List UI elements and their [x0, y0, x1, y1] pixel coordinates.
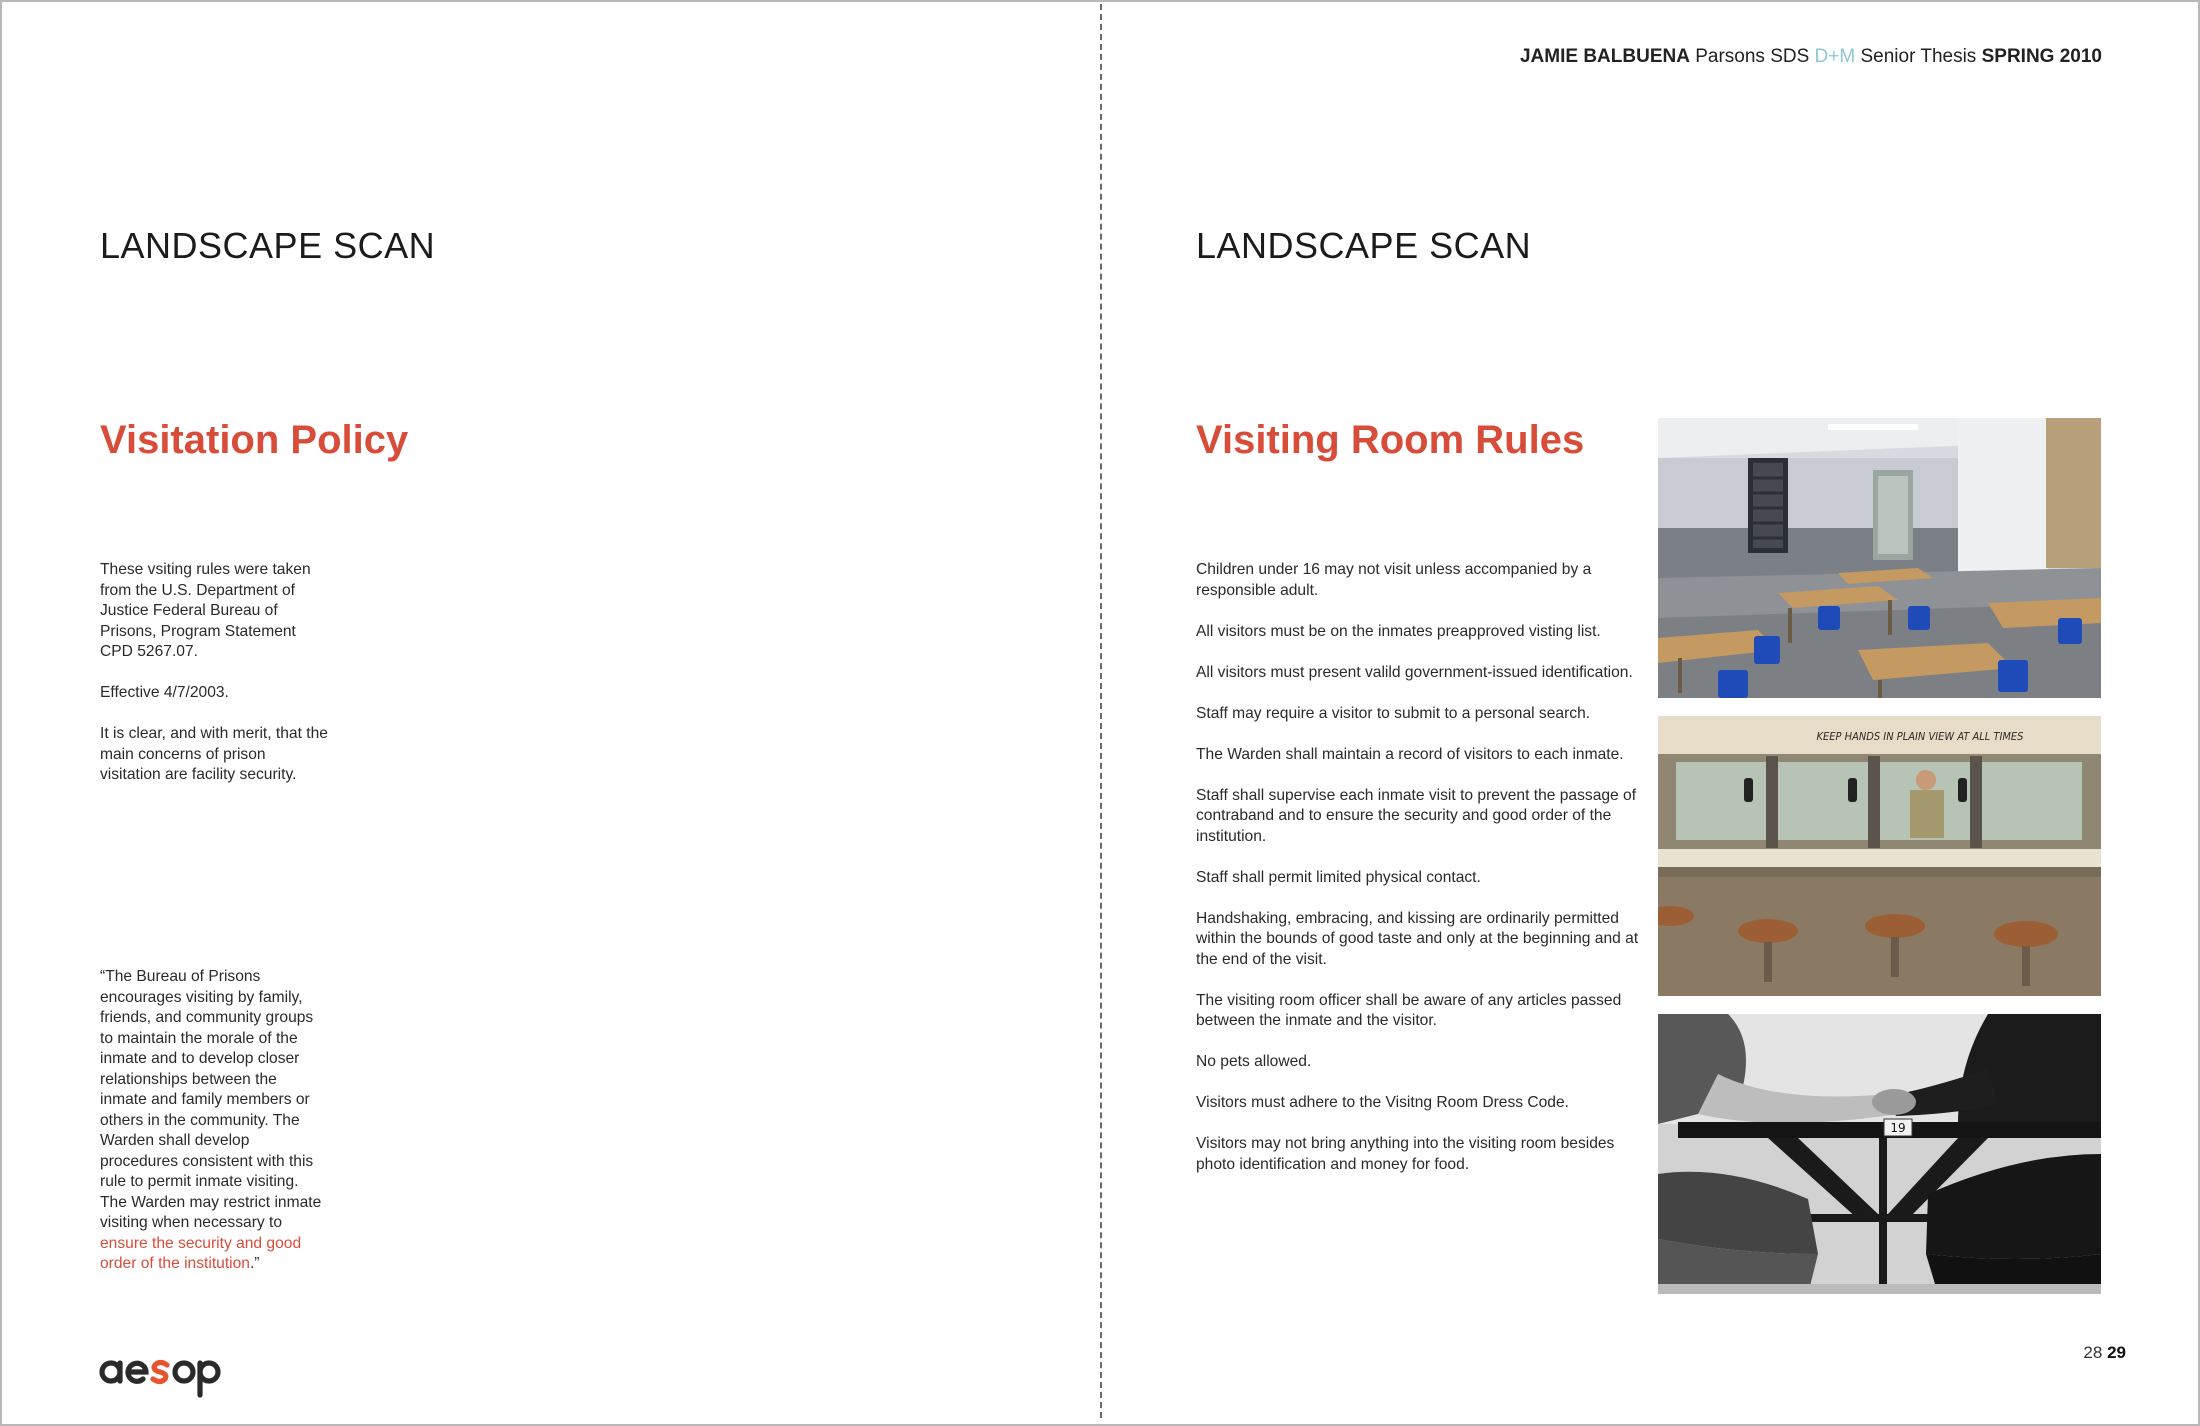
rule-item: Children under 16 may not visit unless accompanied by a responsible adult. — [1196, 561, 1592, 599]
rule-item: Visitors may not bring anything into the visiting room besides photo identification and money for food. — [1196, 1135, 1615, 1173]
page-number-left-label: 28 — [2083, 1343, 2103, 1362]
header-program: D+M — [1814, 46, 1856, 67]
intro-paragraph: Effective 4/7/2003. — [100, 684, 229, 701]
rule-item: No pets allowed. — [1196, 1053, 1312, 1070]
rule-item: Staff may require a visitor to submit to a personal search. — [1196, 704, 1591, 722]
left-page-title: Visitation Policy — [100, 418, 409, 462]
visiting-room-photo — [1658, 418, 2101, 698]
running-header — [1520, 46, 2102, 68]
quote-end: .” — [249, 1255, 260, 1272]
visiting-booth-photo — [1658, 716, 2101, 996]
rule-item: The visiting room officer shall be aware of any articles passed between the inmate and the visitor. — [1196, 991, 1622, 1029]
header-thesis: Senior Thesis — [1860, 46, 1977, 67]
left-section-heading: LANDSCAPE SCAN — [100, 225, 436, 266]
rule-item: Handshaking, embracing, and kissing are ordinarily permitted within the bounds of good taste and only at the beginning and at the end of the visit. — [1196, 909, 1639, 968]
rule-item: Staff shall permit limited physical contact. — [1196, 868, 1481, 886]
quote-highlight: ensure the security and good order of the institution — [100, 1234, 302, 1272]
right-page-title: Visiting Room Rules — [1196, 418, 1585, 462]
intro-paragraph: These vsiting rules were taken from the U.S. Department of Justice Federal Bureau of Prisons, Program Statement CPD 5267.07. — [100, 561, 311, 660]
rule-item: The Warden shall maintain a record of visitors to each inmate. — [1196, 745, 1624, 763]
rule-item: Visitors must adhere to the Visitng Room Dress Code. — [1196, 1094, 1569, 1111]
spread-fold-divider — [1100, 4, 1102, 1418]
aesop-logo — [98, 1347, 234, 1403]
header-author: JAMIE BALBUENA — [1519, 46, 1690, 67]
keep-hands-sign: KEEP HANDS IN PLAIN VIEW AT ALL TIMES — [1816, 730, 2024, 743]
header-school: Parsons SDS — [1695, 46, 1810, 67]
right-section-heading: LANDSCAPE SCAN — [1196, 225, 1532, 266]
intro-paragraph: It is clear, and with merit, that the main concerns of prison visitation are facility security. — [100, 725, 328, 783]
visiting-rules-list — [1196, 560, 1646, 1175]
table-number-plate: 19 — [1890, 1121, 1906, 1135]
bureau-quote — [100, 967, 325, 1275]
page-number-right: 29 — [2107, 1343, 2126, 1362]
rule-item: All visitors must present valild government-issued identification. — [1196, 663, 1633, 681]
left-intro-text — [100, 560, 330, 786]
header-term: SPRING 2010 — [1981, 46, 2102, 67]
page-numbers — [2083, 1343, 2126, 1363]
hands-on-table-photo — [1658, 1014, 2101, 1294]
rule-item: Staff shall supervise each inmate visit to prevent the passage of contraband and to ensure the security and good order of the institution. — [1196, 786, 1637, 845]
quote-text: “The Bureau of Prisons encourages visiting by family, friends, and community groups to maintain the morale of the inmate and to develop closer relationships between the inmate and family members or others in the community. The Warden shall develop procedures consistent with this rule to permit inmate visiting. The Warden may restrict inmate visiting when necessary to — [100, 968, 322, 1231]
rule-item: All visitors must be on the inmates preapproved visting list. — [1196, 622, 1601, 640]
